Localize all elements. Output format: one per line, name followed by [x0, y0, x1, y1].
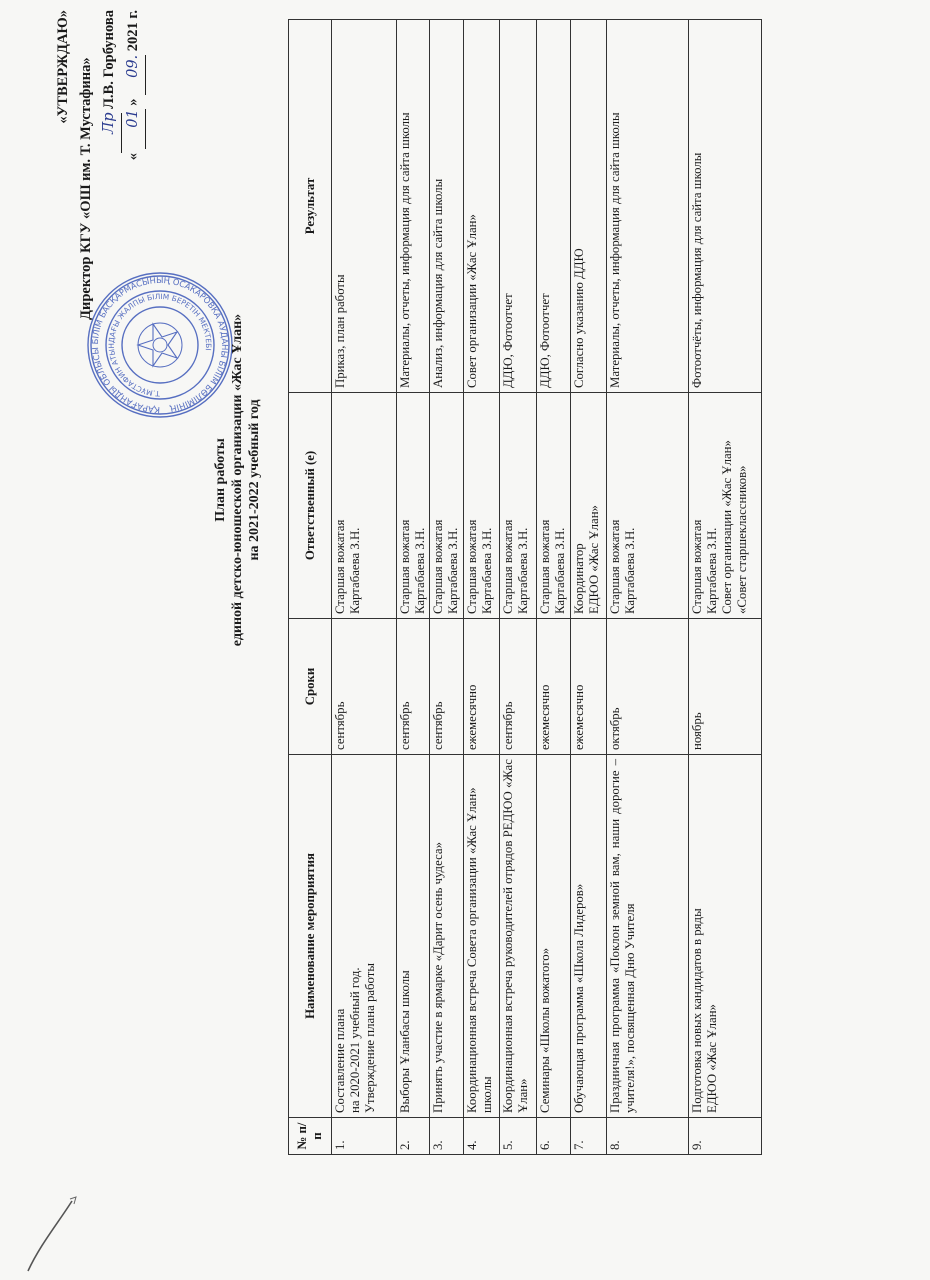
- cell-event: Праздничная программа «Поклон земной вам, наши дорогие – учителя!», посвященная Дню Учителя: [607, 755, 689, 1118]
- cell-number: 6.: [537, 1118, 571, 1155]
- date-month: 09.: [122, 55, 146, 95]
- director-name: Л.В. Горбунова: [101, 10, 117, 109]
- cell-result: Фотоотчёты, информация для сайта школы: [689, 20, 762, 393]
- pen-stroke-mark: [20, 1195, 80, 1275]
- document-title: [212, 200, 263, 760]
- cell-number: 9.: [689, 1118, 762, 1155]
- cell-responsible: Старшая вожатая Картабаева З.Н.: [607, 393, 689, 619]
- work-plan-table: [288, 19, 762, 1155]
- title-line-2: единой детско-юношеской организации «Жас Ұлан»: [230, 313, 245, 647]
- cell-result: Совет организации «Жас Ұлан»: [464, 20, 500, 393]
- cell-term: ноябрь: [689, 619, 762, 755]
- date-day: 01: [122, 109, 146, 149]
- cell-result: Анализ, информация для сайта школы: [430, 20, 464, 393]
- cell-number: 2.: [397, 1118, 430, 1155]
- cell-number: 8.: [607, 1118, 689, 1155]
- cell-responsible: Старшая вожатая Картабаева З.Н.: [332, 393, 397, 619]
- header-responsible: Ответственный (е): [289, 393, 332, 619]
- cell-responsible: Старшая вожатая Картабаева З.Н.: [537, 393, 571, 619]
- table-row: [430, 20, 464, 1155]
- cell-result: ДДЮ, Фотоотчет: [537, 20, 571, 393]
- title-line-1: План работы: [213, 438, 228, 522]
- cell-number: 1.: [332, 1118, 397, 1155]
- cell-responsible: Координатор ЕДЮО «Жас Ұлан»: [571, 393, 607, 619]
- approval-signature-line: [98, 10, 122, 200]
- seal-inner-text: Т.МҰСТАФИН АТЫНДАҒЫ ЖАЛПЫ БІЛІМ БЕРЕТІН МЕКТЕБІ: [106, 291, 214, 399]
- cell-number: 7.: [571, 1118, 607, 1155]
- cell-result: ДДЮ, Фотоотчет: [500, 20, 537, 393]
- cell-responsible: Старшая вожатая Картабаева З.Н.: [464, 393, 500, 619]
- cell-term: ежемесячно: [537, 619, 571, 755]
- table-row: [500, 20, 537, 1155]
- cell-term: сентябрь: [332, 619, 397, 755]
- cell-event: Семинары «Школы вожатого»: [537, 755, 571, 1118]
- cell-term: сентябрь: [430, 619, 464, 755]
- cell-event: Координационная встреча Совета организации «Жас Ұлан» школы: [464, 755, 500, 1118]
- cell-term: сентябрь: [500, 619, 537, 755]
- table-row: [571, 20, 607, 1155]
- cell-responsible: Старшая вожатая Картабаева З.Н.: [430, 393, 464, 619]
- cell-event: Обучающая программа «Школа Лидеров»: [571, 755, 607, 1118]
- header-result: Результат: [289, 20, 332, 393]
- table-row: [537, 20, 571, 1155]
- header-event: Наименование мероприятия: [289, 755, 332, 1118]
- cell-result: Приказ, план работы: [332, 20, 397, 393]
- cell-event: Выборы Ұланбасы школы: [397, 755, 430, 1118]
- cell-result: Материалы, отчеты, информация для сайта школы: [397, 20, 430, 393]
- date-quote-close: »: [125, 98, 141, 106]
- approval-heading: «УТВЕРЖДАЮ»: [55, 10, 71, 124]
- cell-responsible: Старшая вожатая Картабаева З.Н. Совет организации «Жас Ұлан» «Совет старшеклассников»: [689, 393, 762, 619]
- approval-block: [52, 10, 146, 320]
- header-term: Сроки: [289, 619, 332, 755]
- table-header-row: [289, 20, 332, 1155]
- cell-number: 3.: [430, 1118, 464, 1155]
- director-signature: Лр: [98, 113, 122, 153]
- date-year: 2021 г.: [125, 10, 141, 52]
- title-line-3: на 2021-2022 учебный год: [247, 399, 262, 561]
- cell-result: Материалы, отчеты, информация для сайта школы: [607, 20, 689, 393]
- table-row: [689, 20, 762, 1155]
- cell-event: Принять участие в ярмарке «Дарит осень чудеса»: [430, 755, 464, 1118]
- cell-term: октябрь: [607, 619, 689, 755]
- table-row: [464, 20, 500, 1155]
- date-quote-open: «: [125, 152, 141, 161]
- seal-outer-text: ҚАРАҒАНДЫ ОБЛЫСЫ БІЛІМ БАСҚАРМАСЫНЫҢ ОСАКАРОВКА АУДАНЫ БІЛІМ БӨЛІМІНІҢ: [89, 274, 231, 416]
- cell-number: 5.: [500, 1118, 537, 1155]
- cell-responsible: Старшая вожатая Картабаева З.Н.: [397, 393, 430, 619]
- cell-term: ежемесячно: [464, 619, 500, 755]
- cell-result: Согласно указанию ДДЮ: [571, 20, 607, 393]
- cell-responsible: Старшая вожатая Картабаева З.Н.: [500, 393, 537, 619]
- cell-event: Координационная встреча руководителей отрядов РЕДЮО «Жас Ұлан»: [500, 755, 537, 1118]
- table-row: [332, 20, 397, 1155]
- table-row: [607, 20, 689, 1155]
- cell-term: ежемесячно: [571, 619, 607, 755]
- cell-term: сентябрь: [397, 619, 430, 755]
- header-number: № п/п: [289, 1118, 332, 1155]
- cell-number: 4.: [464, 1118, 500, 1155]
- cell-event: Составление плана на 2020-2021 учебный год. Утверждение плана работы: [332, 755, 397, 1118]
- table-body: [332, 20, 762, 1155]
- approval-director-line: Директор КГУ «ОШ им. Т. Мустафина»: [78, 57, 94, 320]
- approval-date-line: [122, 10, 146, 200]
- table-row: [397, 20, 430, 1155]
- cell-event: Подготовка новых кандидатов в ряды ЕДЮО «Жас Ұлан»: [689, 755, 762, 1118]
